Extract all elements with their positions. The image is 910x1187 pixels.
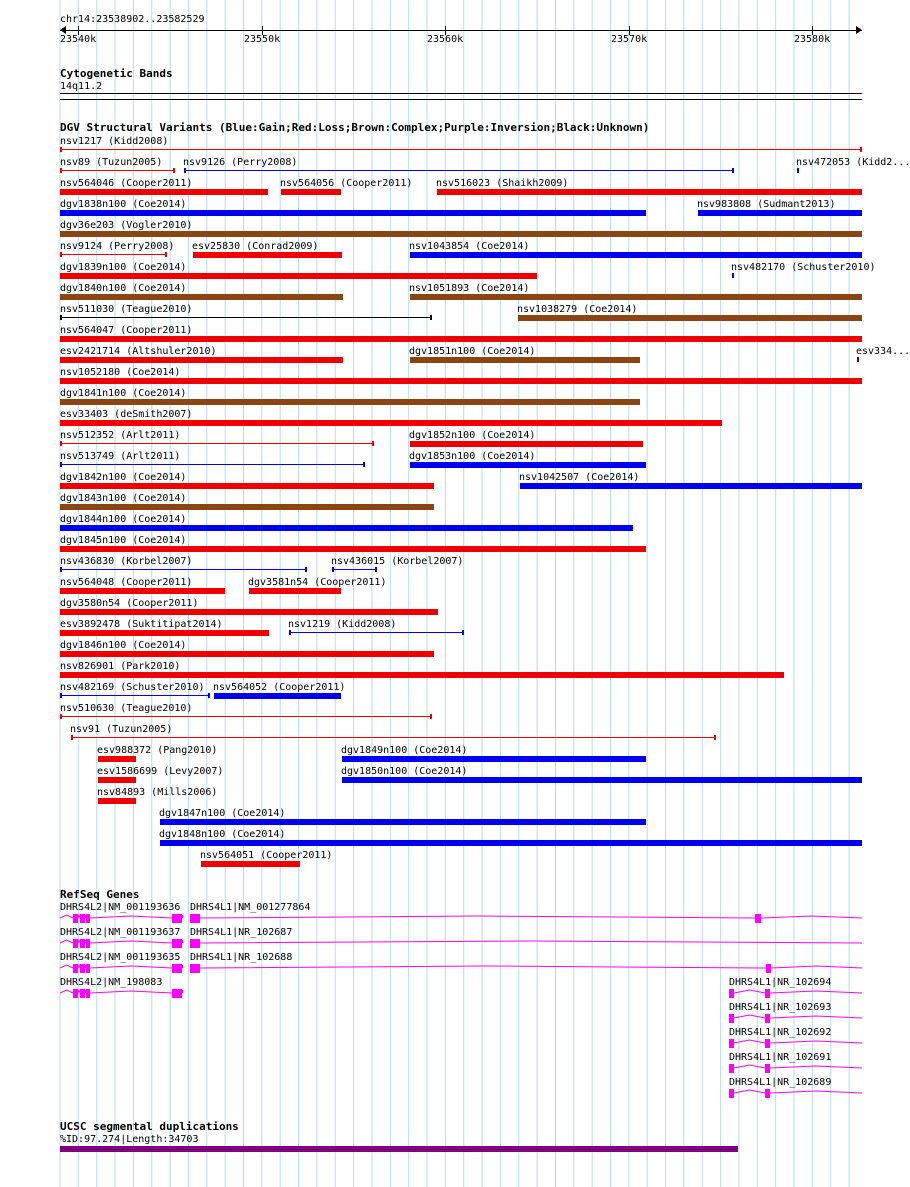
variant-label[interactable]: dgv1852n100 (Coe2014) <box>409 430 536 441</box>
gene-exon <box>73 989 78 998</box>
gene-exon <box>729 1014 734 1023</box>
gene-intron <box>770 1066 862 1068</box>
gene-model[interactable] <box>190 939 862 948</box>
variant-label[interactable]: esv988372 (Pang2010) <box>97 745 218 756</box>
gene-intron <box>761 916 862 918</box>
gene-intron <box>78 915 80 918</box>
gene-intron <box>182 965 183 968</box>
gene-intron <box>734 1090 765 1093</box>
gene-model[interactable] <box>729 989 862 998</box>
gene-model[interactable] <box>190 914 862 923</box>
gene-intron <box>85 965 86 968</box>
gene-intron <box>182 940 183 943</box>
variant-label[interactable]: dgv1853n100 (Coe2014) <box>409 451 536 462</box>
cyto-track-title[interactable]: Cytogenetic Bands <box>60 67 173 80</box>
gene-intron <box>200 916 755 918</box>
variant-label[interactable]: nsv510630 (Teague2010) <box>60 703 193 714</box>
variant-label[interactable]: nsv9124 (Perry2008) <box>60 241 175 252</box>
gene-intron <box>90 991 172 993</box>
variant-label[interactable]: esv25830 (Conrad2009) <box>192 241 319 252</box>
variant-label[interactable]: dgv1839n100 (Coe2014) <box>60 262 187 273</box>
variant-label[interactable]: nsv564048 (Cooper2011) <box>60 577 193 588</box>
gene-model[interactable] <box>729 1089 862 1098</box>
gene-label[interactable]: DHRS4L1|NR_102691 <box>729 1052 832 1063</box>
variant-label[interactable]: nsv1038279 (Coe2014) <box>517 304 638 315</box>
gene-exon <box>73 964 78 973</box>
gene-intron <box>734 990 765 993</box>
gene-model[interactable] <box>60 989 183 998</box>
cyto-band-label: 14q11.2 <box>60 81 103 92</box>
gene-exon <box>172 964 182 973</box>
variant-label[interactable]: esv33403 (deSmith2007) <box>60 409 193 420</box>
gene-intron <box>200 966 766 968</box>
gene-exon <box>729 1089 734 1098</box>
variant-label[interactable]: nsv564051 (Cooper2011) <box>200 850 333 861</box>
variant-label[interactable]: nsv436830 (Korbel2007) <box>60 556 193 567</box>
variant-label[interactable]: dgv1850n100 (Coe2014) <box>341 766 468 777</box>
variant-label[interactable]: nsv1217 (Kidd2008) <box>60 136 169 147</box>
variant-label[interactable]: nsv1043854 (Coe2014) <box>409 241 530 252</box>
gene-exon <box>755 914 761 923</box>
gene-exon <box>172 939 182 948</box>
gene-model[interactable] <box>190 964 862 973</box>
variant-label[interactable]: nsv436015 (Korbel2007) <box>331 556 464 567</box>
variant-label[interactable]: esv334... <box>856 346 910 357</box>
gene-exon <box>86 939 90 948</box>
variant-label[interactable]: nsv564052 (Cooper2011) <box>213 682 346 693</box>
variant-label[interactable]: dgv1846n100 (Coe2014) <box>60 640 187 651</box>
gene-exon <box>765 1039 770 1048</box>
refseq-track-title[interactable]: RefSeq Genes <box>60 888 140 901</box>
gene-exon <box>729 1039 734 1048</box>
gene-intron <box>85 990 86 993</box>
gene-exon <box>86 914 90 923</box>
variant-label[interactable]: esv1586699 (Levy2007) <box>97 766 224 777</box>
gene-exon <box>73 939 78 948</box>
variant-label[interactable]: nsv564047 (Cooper2011) <box>60 325 193 336</box>
gene-label[interactable]: DHRS4L1|NR_102689 <box>729 1077 832 1088</box>
gene-exon <box>80 939 85 948</box>
variant-label[interactable]: esv2421714 (Altshuler2010) <box>60 346 217 357</box>
variant-label[interactable]: dgv1843n100 (Coe2014) <box>60 493 187 504</box>
gene-exon <box>80 989 85 998</box>
gene-intron <box>60 990 73 993</box>
variant-label[interactable]: dgv1848n100 (Coe2014) <box>159 829 286 840</box>
variant-label[interactable]: nsv91 (Tuzun2005) <box>70 724 173 735</box>
ruler-tick-label: 23570k <box>611 34 648 45</box>
gene-intron <box>60 965 73 968</box>
variant-label[interactable]: nsv9126 (Perry2008) <box>183 157 298 168</box>
gene-intron <box>734 1065 765 1068</box>
gene-intron <box>770 1091 862 1093</box>
gene-exon <box>765 1089 770 1098</box>
ruler-tick-label: 23560k <box>427 34 464 45</box>
gene-intron <box>90 916 172 918</box>
variant-label[interactable]: dgv3580n54 (Cooper2011) <box>60 598 199 609</box>
gene-intron <box>85 940 86 943</box>
variant-label[interactable]: esv3892478 (Suktitipat2014) <box>60 619 223 630</box>
variant-label[interactable]: nsv1052180 (Coe2014) <box>60 367 181 378</box>
gene-intron <box>771 966 862 968</box>
segdup-track-title[interactable]: UCSC segmental duplications <box>60 1120 239 1133</box>
gene-intron <box>734 1040 765 1043</box>
gene-model[interactable] <box>729 1064 862 1073</box>
gene-intron <box>60 915 73 918</box>
gene-label[interactable]: DHRS4L2|NM_198083 <box>60 977 163 988</box>
ruler-tick-label: 23550k <box>244 34 281 45</box>
gene-exon <box>172 989 182 998</box>
variant-label[interactable]: nsv1051893 (Coe2014) <box>409 283 530 294</box>
gene-intron <box>770 1016 862 1018</box>
segdup-bar[interactable] <box>60 1146 738 1152</box>
variant-label[interactable]: nsv826901 (Park2010) <box>60 661 181 672</box>
gene-label[interactable]: DHRS4L1|NM_001277864 <box>190 902 311 913</box>
variant-label[interactable]: dgv1842n100 (Coe2014) <box>60 472 187 483</box>
gene-exon <box>765 989 770 998</box>
gene-intron <box>85 915 86 918</box>
variant-label[interactable]: dgv1844n100 (Coe2014) <box>60 514 187 525</box>
gene-label[interactable]: DHRS4L1|NR_102687 <box>190 927 293 938</box>
gene-exon <box>729 1064 734 1073</box>
variant-label[interactable]: dgv1838n100 (Coe2014) <box>60 199 187 210</box>
variant-label[interactable]: dgv36e203 (Vogler2010) <box>60 220 193 231</box>
gene-intron <box>200 941 862 943</box>
variant-label[interactable]: nsv564056 (Cooper2011) <box>280 178 413 189</box>
segdup-label: %ID:97.274|Length:34703 <box>60 1134 199 1145</box>
variant-label[interactable]: dgv3581n54 (Cooper2011) <box>248 577 387 588</box>
gene-label[interactable]: DHRS4L2|NM_001193636 <box>60 902 181 913</box>
gene-exon <box>172 914 182 923</box>
variant-label[interactable]: nsv84893 (Mills2006) <box>97 787 218 798</box>
variant-label[interactable]: nsv513749 (Arlt2011) <box>60 451 181 462</box>
gene-intron <box>78 990 80 993</box>
dgv-track-title[interactable]: DGV Structural Variants (Blue:Gain;Red:Loss;Brown:Complex;Purple:Inversion;Black:Unknown) <box>60 121 650 134</box>
gene-model[interactable] <box>729 1014 862 1023</box>
gene-label[interactable]: DHRS4L1|NR_102688 <box>190 952 293 963</box>
gene-exon <box>765 1064 770 1073</box>
gene-intron <box>182 990 183 993</box>
gene-label[interactable]: DHRS4L1|NR_102692 <box>729 1027 832 1038</box>
gene-exon <box>190 964 200 973</box>
gene-intron <box>90 966 172 968</box>
variant-label[interactable]: dgv1841n100 (Coe2014) <box>60 388 187 399</box>
gene-exon <box>190 914 200 923</box>
gene-label[interactable]: DHRS4L2|NM_001193635 <box>60 952 181 963</box>
variant-label[interactable]: nsv564046 (Cooper2011) <box>60 178 193 189</box>
position-label: chr14:23538902..23582529 <box>60 14 205 25</box>
variant-label[interactable]: nsv983808 (Sudmant2013) <box>697 199 836 210</box>
gene-label[interactable]: DHRS4L2|NM_001193637 <box>60 927 181 938</box>
gene-model[interactable] <box>729 1039 862 1048</box>
gene-intron <box>770 1041 862 1043</box>
gene-exon <box>729 989 734 998</box>
gene-intron <box>78 965 80 968</box>
variant-label[interactable]: nsv516023 (Shaikh2009) <box>436 178 569 189</box>
gene-intron <box>182 915 183 918</box>
gene-model[interactable] <box>60 964 183 973</box>
variant-label[interactable]: nsv482170 (Schuster2010) <box>731 262 876 273</box>
gene-label[interactable]: DHRS4L1|NR_102694 <box>729 977 832 988</box>
gene-exon <box>765 1014 770 1023</box>
gene-intron <box>60 940 73 943</box>
gene-model[interactable] <box>60 914 183 923</box>
variant-label[interactable]: dgv1847n100 (Coe2014) <box>159 808 286 819</box>
variant-label[interactable]: nsv512352 (Arlt2011) <box>60 430 181 441</box>
gene-model[interactable] <box>60 939 183 948</box>
variant-label[interactable]: dgv1845n100 (Coe2014) <box>60 535 187 546</box>
variant-label[interactable]: nsv1042507 (Coe2014) <box>519 472 640 483</box>
gene-exon <box>86 964 90 973</box>
variant-label[interactable]: dgv1851n100 (Coe2014) <box>409 346 536 357</box>
gene-exon <box>86 989 90 998</box>
gene-intron <box>78 940 80 943</box>
variant-label[interactable]: nsv1219 (Kidd2008) <box>288 619 397 630</box>
gene-exon <box>80 914 85 923</box>
gene-exon <box>190 939 200 948</box>
variant-label[interactable]: dgv1840n100 (Coe2014) <box>60 283 187 294</box>
gene-exon <box>73 914 78 923</box>
variant-label[interactable]: dgv1849n100 (Coe2014) <box>341 745 468 756</box>
variant-label[interactable]: nsv472053 (Kidd2... <box>796 157 910 168</box>
gene-intron <box>770 991 862 993</box>
ruler-tick-label: 23580k <box>794 34 831 45</box>
gene-label[interactable]: DHRS4L1|NR_102693 <box>729 1002 832 1013</box>
gene-intron <box>90 941 172 943</box>
variant-label[interactable]: nsv511030 (Teague2010) <box>60 304 193 315</box>
gene-exon <box>80 964 85 973</box>
ruler-tick-label: 23540k <box>60 34 97 45</box>
gene-exon <box>766 964 771 973</box>
variant-label[interactable]: nsv89 (Tuzun2005) <box>60 157 163 168</box>
variant-label[interactable]: nsv482169 (Schuster2010) <box>60 682 205 693</box>
gene-intron <box>734 1015 765 1018</box>
